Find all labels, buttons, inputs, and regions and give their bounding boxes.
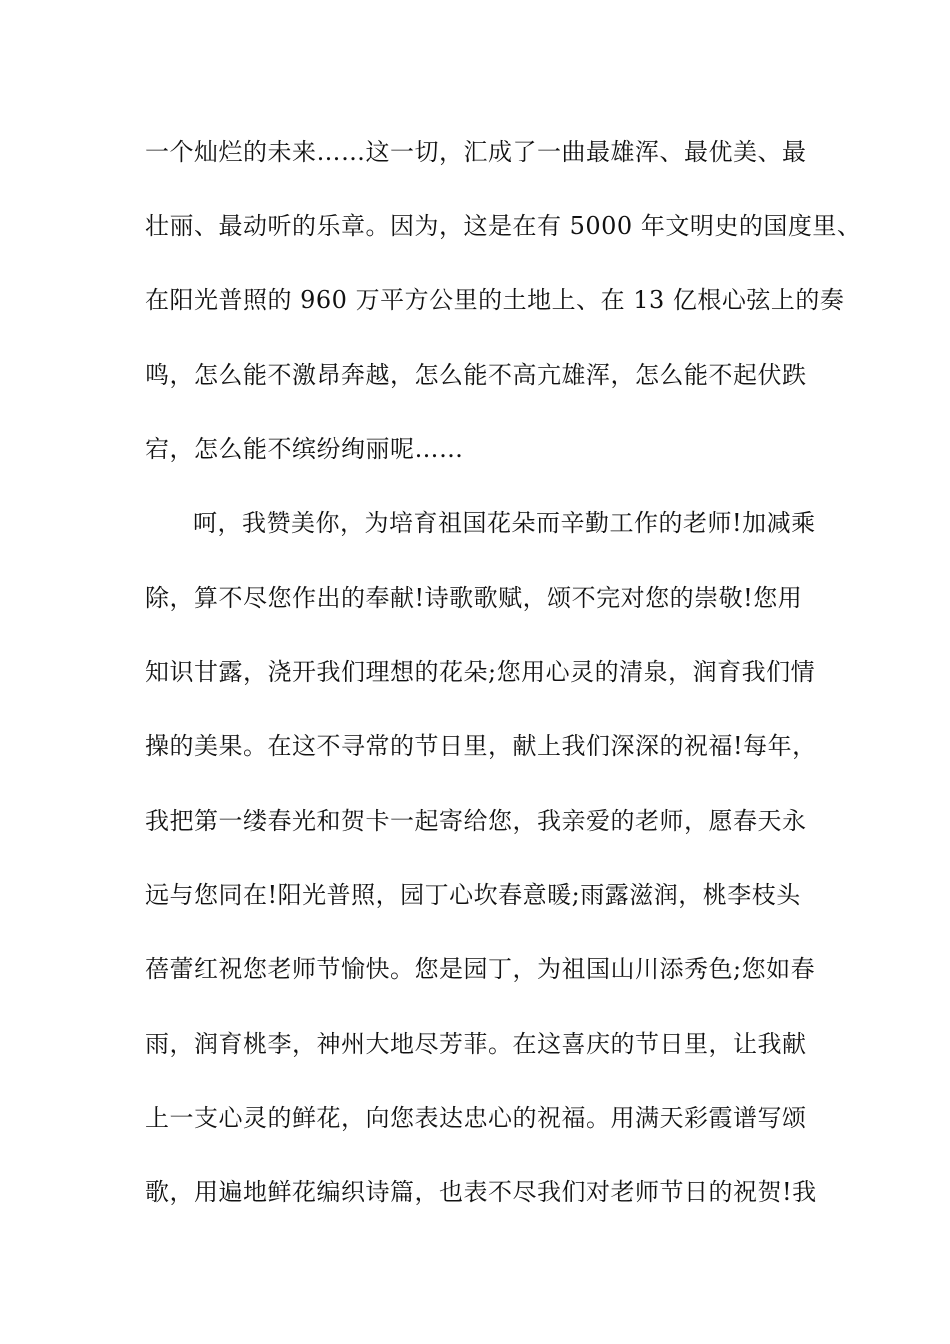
text-line: 鸣，怎么能不激昂奔越，怎么能不高亢雄浑，怎么能不起伏跌	[145, 361, 807, 389]
text-line: 上一支心灵的鲜花，向您表达忠心的祝福。用满天彩霞谱写颂	[145, 1104, 807, 1132]
text-line: 壮丽、最动听的乐章。因为，这是在有 5000 年文明史的国度里、	[145, 212, 862, 240]
text-line: 一个灿烂的未来……这一切，汇成了一曲最雄浑、最优美、最	[145, 138, 807, 166]
text-line: 知识甘露，浇开我们理想的花朵;您用心灵的清泉，润育我们情	[145, 658, 816, 686]
text-line: 雨，润育桃李，神州大地尽芳菲。在这喜庆的节日里，让我献	[145, 1030, 807, 1058]
text-line: 蓓蕾红祝您老师节愉快。您是园丁，为祖国山川添秀色;您如春	[145, 955, 816, 983]
text-line: 我把第一缕春光和贺卡一起寄给您，我亲爱的老师，愿春天永	[145, 807, 807, 835]
text-line: 操的美果。在这不寻常的节日里，献上我们深深的祝福!每年，	[145, 732, 817, 760]
text-line: 除，算不尽您作出的奉献!诗歌歌赋，颂不完对您的崇敬!您用	[145, 584, 803, 612]
paragraph-first-line: 呵，我赞美你，为培育祖国花朵而辛勤工作的老师!加减乘	[193, 509, 816, 537]
text-line: 在阳光普照的 960 万平方公里的土地上、在 13 亿根心弦上的奏	[145, 286, 845, 314]
text-line: 远与您同在!阳光普照，园丁心坎春意暖;雨露滋润，桃李枝头	[145, 881, 801, 909]
text-line: 宕，怎么能不缤纷绚丽呢……	[145, 435, 464, 463]
text-line: 歌，用遍地鲜花编织诗篇，也表不尽我们对老师节日的祝贺!我	[145, 1178, 817, 1206]
